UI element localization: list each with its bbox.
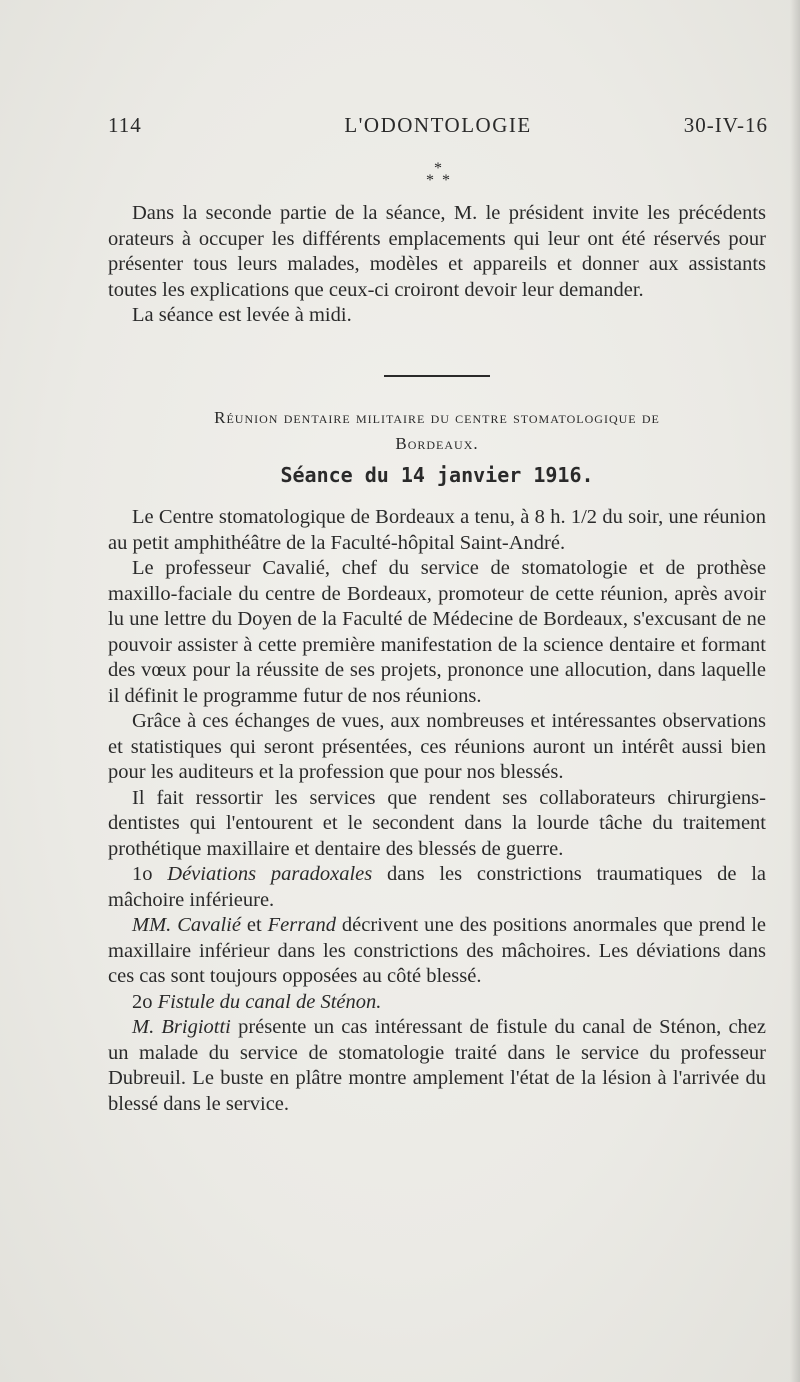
item-title-rest: dans les constrictions traumatiques de la mâchoire inférieure. <box>108 863 767 911</box>
item-text: présente un cas intéressant de fistule du canal de Sténon, chez un malade du service de stomatologie traité dans le service du professeur Dubreuil. Le buste en plâtre montre amplement l'état de la lésion à l'arrivée du blessé dans le service. <box>108 1016 767 1115</box>
item-title: Fistule du canal de Sténon. <box>157 990 382 1013</box>
issue-date: 30-IV-16 <box>683 113 768 137</box>
paragraph: Il fait ressortir les services que rendent ses collaborateurs chirurgiens-dentistes qui l'entourent et le secondent dans la lourde tâche du traitement prothétique maxillaire et dentaire des blessés de guerre. <box>108 786 766 860</box>
page-edge-shadow <box>790 0 800 1382</box>
asterism-top: * <box>434 160 442 177</box>
author-name: Ferrand <box>267 914 336 936</box>
item-2-text <box>108 1015 766 1117</box>
session-date-heading: Séance du 14 janvier 1916. <box>280 463 594 487</box>
asterism-bottom: * * <box>426 172 450 189</box>
section-closing <box>108 201 766 329</box>
author-name: Cavalié <box>177 914 241 936</box>
asterism <box>0 160 800 189</box>
paragraph: Dans la seconde partie de la séance, M. le président invite les précédents orateurs à occuper les différents emplacements qui leur ont été réservés pour présenter tous leurs malades, modèles et appareils et donner aux assistants toutes les explications que ceux-ci croiront devoir leur demander. <box>108 202 766 301</box>
item-number: 1o <box>132 863 153 885</box>
running-header <box>108 113 768 143</box>
section-rule <box>384 375 490 377</box>
paragraph: La séance est levée à midi. <box>132 304 352 326</box>
item-1-heading <box>108 862 766 913</box>
item-number: 2o <box>132 990 153 1013</box>
item-text: décrivent une des positions anormales que prend le maxillaire inférieur dans les constrictions des mâchoires. Les déviations dans ces cas sont toujours opposées au côté blessé. <box>108 914 767 987</box>
authors-prefix: MM. <box>132 914 172 936</box>
section-title <box>108 405 766 457</box>
section-report <box>108 505 766 1117</box>
item-1-text <box>108 913 766 990</box>
author-name: M. Brigiotti <box>132 1016 231 1038</box>
paragraph: Grâce à ces échanges de vues, aux nombreuses et intéressantes observations et statistiques qui seront présentées, ces réunions auront un intérêt aussi bien pour les auditeurs et la profession que pour nos blessés. <box>108 710 766 783</box>
running-title: L'ODONTOLOGIE <box>344 113 532 137</box>
paragraph: Le professeur Cavalié, chef du service de stomatologie et de prothèse maxillo-faciale du centre de Bordeaux, promoteur de cette réunion, après avoir lu une lettre du Doyen de la Faculté de Médecine de Bordeaux, s'excusant de ne pouvoir assister à cette première manifestation de la science dentaire et formant des vœux pour la réussite de ses projets, prononce une allocution, dans laquelle il définit le programme futur de nos réunions. <box>108 557 766 707</box>
item-2-heading <box>108 990 766 1016</box>
section-title-line1: Réunion dentaire militaire du centre stomatologique de <box>214 408 660 427</box>
section-title-line2: Bordeaux. <box>395 434 479 453</box>
item-title: Déviations paradoxales <box>167 863 373 885</box>
paragraph: Le Centre stomatologique de Bordeaux a tenu, à 8 h. 1/2 du soir, une réunion au petit amphithéâtre de la Faculté-hôpital Saint-André. <box>108 506 766 554</box>
conjunction: et <box>246 914 262 936</box>
page-number: 114 <box>108 113 142 137</box>
